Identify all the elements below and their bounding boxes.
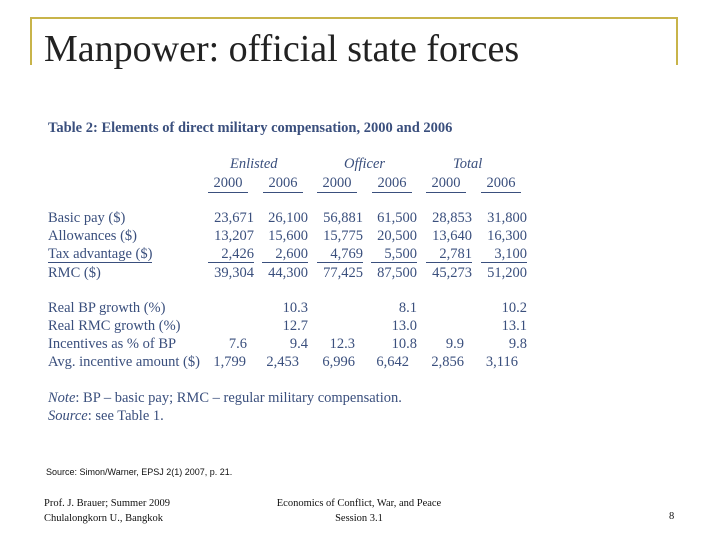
group-header-total: Total [453,156,483,172]
table-cell: 2,453 [266,354,299,370]
year-underline [317,192,357,193]
table-cell: 3,100 [481,247,527,263]
table-cell: 45,273 [432,265,472,281]
compensation-table [48,116,608,436]
table-cell: 16,300 [487,228,527,244]
year-underline [481,192,521,193]
table-cell: 26,100 [268,210,308,226]
table-cell: 13.1 [501,318,527,334]
table-cell: 87,500 [377,265,417,281]
page-number: 8 [669,511,675,522]
table-cell: 23,671 [214,210,254,226]
year-header: 2000 [431,175,461,191]
table-cell: 13.0 [391,318,417,334]
group-header-enlisted: Enlisted [230,156,278,172]
table-title: Table 2: Elements of direct military compensation, 2000 and 2006 [48,120,453,136]
row-label-allowances: Allowances ($) [48,228,137,244]
table-cell: 10.8 [391,336,417,352]
slide-source-citation: Source: Simon/Warner, EPSJ 2(1) 2007, p. 21. [46,467,233,477]
table-cell: 15,775 [323,228,363,244]
footer-center [254,496,464,526]
table-cell: 1,799 [213,354,246,370]
footer-left [44,496,170,526]
table-cell: 12.3 [329,336,355,352]
frame-left-line [30,17,32,65]
table-cell: 5,500 [371,247,417,263]
row-label-basic-pay: Basic pay ($) [48,210,126,226]
table-cell: 3,116 [485,354,518,370]
table-cell: 9.4 [289,336,308,352]
year-header: 2000 [213,175,243,191]
slide-title: Manpower: official state forces [44,28,520,70]
table-cell: 2,781 [426,247,472,263]
row-label-incentives-pct: Incentives as % of BP [48,336,177,352]
table-cell: 20,500 [377,228,417,244]
row-label-rmc: RMC ($) [48,265,101,281]
table-cell: 6,996 [322,354,355,370]
table-cell: 6,642 [376,354,409,370]
table-cell: 4,769 [317,247,363,263]
table-cell: 44,300 [268,265,308,281]
table-cell: 9.9 [445,336,464,352]
footer-session: Session 3.1 [335,513,383,524]
table-cell: 2,600 [262,247,308,263]
source-label: Source [48,408,88,424]
table-cell: 9.8 [508,336,527,352]
year-header: 2006 [486,175,516,191]
table-note [48,390,402,407]
table-cell: 2,856 [431,354,464,370]
year-underline [426,192,466,193]
table-cell: 8.1 [398,300,417,316]
table-cell: 31,800 [487,210,527,226]
footer-author: Prof. J. Brauer; Summer 2009 [44,498,170,509]
year-underline [263,192,303,193]
row-label-avg-incentive: Avg. incentive amount ($) [48,354,200,370]
row-label-real-bp-growth: Real BP growth (%) [48,300,166,316]
year-underline [372,192,412,193]
note-label: Note [48,390,76,406]
year-header: 2006 [377,175,407,191]
year-underline [208,192,248,193]
table-cell: 15,600 [268,228,308,244]
table-source [48,408,164,425]
table-cell: 13,207 [214,228,254,244]
table-cell: 7.6 [228,336,247,352]
table-cell: 10.2 [501,300,527,316]
frame-top-line [30,17,678,19]
table-cell: 12.7 [282,318,308,334]
row-label-tax-advantage: Tax advantage ($) [48,246,153,262]
table-cell: 10.3 [282,300,308,316]
source-text: : see Table 1. [87,408,164,424]
footer-course: Economics of Conflict, War, and Peace [276,498,442,509]
year-header: 2000 [322,175,352,191]
table-cell: 28,853 [432,210,472,226]
table-cell: 77,425 [323,265,363,281]
table-cell: 61,500 [377,210,417,226]
footer-institution: Chulalongkorn U., Bangkok [44,513,163,524]
table-cell: 2,426 [208,247,254,263]
row-label-real-rmc-growth: Real RMC growth (%) [48,318,181,334]
note-text: : BP – basic pay; RMC – regular military compensation. [75,390,402,406]
frame-right-line [676,17,678,65]
table-cell: 51,200 [487,265,527,281]
table-cell: 39,304 [214,265,254,281]
table-cell: 13,640 [432,228,472,244]
table-cell: 56,881 [323,210,363,226]
year-header: 2006 [268,175,298,191]
group-header-officer: Officer [344,156,386,172]
